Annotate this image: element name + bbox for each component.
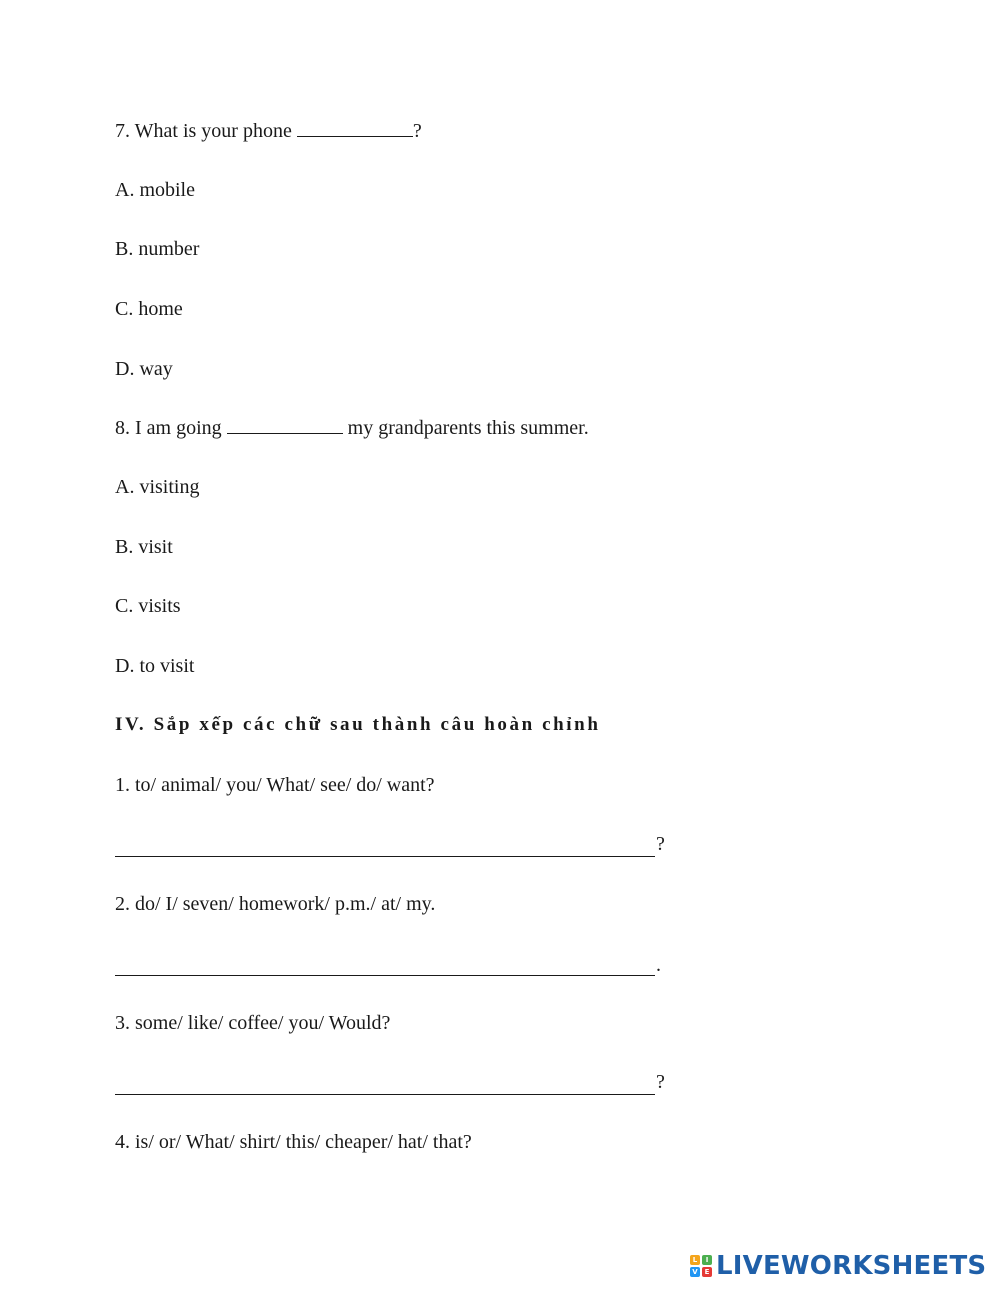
liveworksheets-logo-icon: [690, 1255, 712, 1277]
rearrange-item-2: 2. do/ I/ seven/ homework/ p.m./ at/ my.: [115, 893, 436, 915]
rearrange-answer-2-end: .: [656, 954, 661, 976]
question-8-option-a: A. visiting: [115, 476, 200, 498]
rearrange-answer-1[interactable]: [115, 832, 655, 857]
section-4-heading: IV. Sắp xếp các chữ sau thành câu hoàn chỉnh: [115, 714, 601, 735]
rearrange-answer-1-end: ?: [656, 833, 665, 855]
question-7-option-d: D. way: [115, 358, 173, 380]
logo-mark-v: V: [690, 1267, 700, 1277]
question-7-option-b: B. number: [115, 238, 200, 260]
rearrange-item-4: 4. is/ or/ What/ shirt/ this/ cheaper/ hat/ that?: [115, 1131, 472, 1153]
question-8: [115, 416, 589, 440]
question-7: [115, 119, 422, 143]
question-8-end: my grandparents this summer.: [342, 417, 589, 439]
question-8-option-c: C. visits: [115, 595, 181, 617]
liveworksheets-logo: [690, 1250, 986, 1282]
logo-mark-i: I: [702, 1255, 712, 1265]
question-8-blank[interactable]: [227, 417, 343, 434]
question-7-option-a: A. mobile: [115, 179, 195, 201]
question-7-end: ?: [412, 120, 422, 142]
logo-mark-e: E: [702, 1267, 712, 1277]
question-7-text: 7. What is your phone: [115, 120, 297, 142]
question-8-option-d: D. to visit: [115, 655, 195, 677]
rearrange-answer-3-end: ?: [656, 1071, 665, 1093]
question-7-option-c: C. home: [115, 298, 183, 320]
rearrange-answer-2[interactable]: [115, 951, 655, 976]
logo-mark-l: L: [690, 1255, 700, 1265]
question-7-blank[interactable]: [297, 120, 413, 137]
rearrange-item-1: 1. to/ animal/ you/ What/ see/ do/ want?: [115, 774, 435, 796]
rearrange-answer-3[interactable]: [115, 1070, 655, 1095]
question-8-option-b: B. visit: [115, 536, 173, 558]
rearrange-item-3: 3. some/ like/ coffee/ you/ Would?: [115, 1012, 391, 1034]
liveworksheets-logo-text: LIVEWORKSHEETS: [716, 1251, 987, 1281]
question-8-text: 8. I am going: [115, 417, 227, 439]
